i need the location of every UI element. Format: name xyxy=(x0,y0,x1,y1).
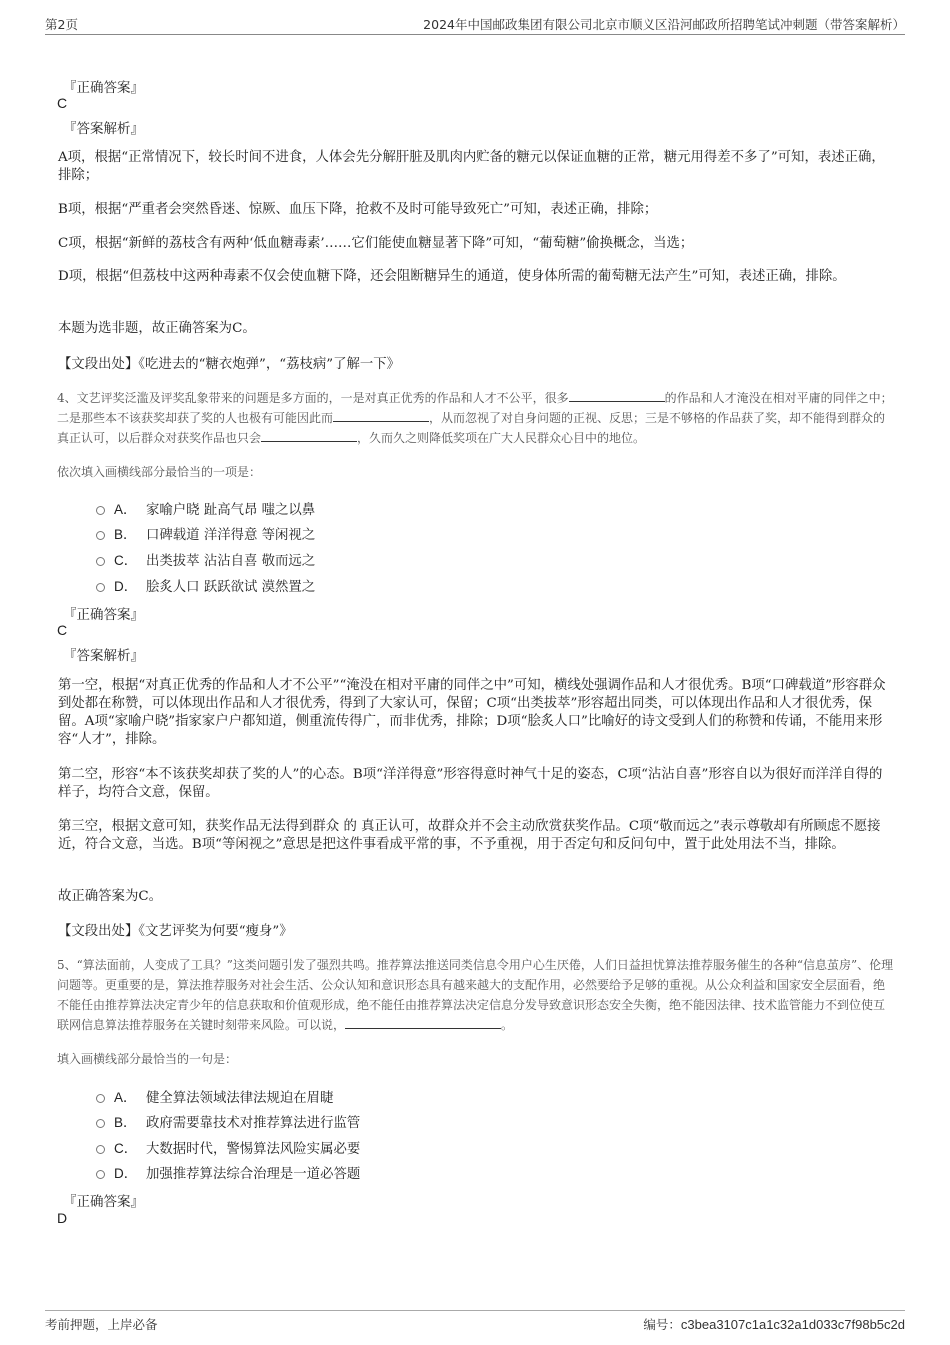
q4-option-c[interactable]: C． 出类拔萃 沾沾自喜 敬而远之 xyxy=(96,549,315,569)
q5-blank xyxy=(345,1016,501,1029)
q3-source: 【文段出处】《吃进去的“糖衣炮弹”，“荔枝病”了解一下》 xyxy=(58,357,401,372)
radio-icon[interactable] xyxy=(96,1145,105,1154)
q4-blank-3 xyxy=(261,429,357,442)
q4-option-a[interactable]: A． 家喻户晓 趾高气昂 嗤之以鼻 xyxy=(96,498,315,518)
radio-icon[interactable] xyxy=(96,531,105,540)
q5-option-a[interactable]: A． 健全算法领域法律法规迫在眉睫 xyxy=(96,1086,333,1106)
page-header xyxy=(45,14,905,35)
q4-analysis-label: 『答案解析』 xyxy=(63,648,144,664)
q3-answer-label: 『正确答案』 xyxy=(63,80,144,96)
radio-icon[interactable] xyxy=(96,583,105,592)
q3-answer: C xyxy=(57,95,68,111)
q5-option-b[interactable]: B． 政府需要靠技术对推荐算法进行监管 xyxy=(96,1111,360,1131)
q3-analysis-d: D项，根据“但荔枝中这两种毒素不仅会使血糖下降，还会阻断糖异生的通道，使身体所需的葡萄糖无法产生”可知，表述正确，排除。 xyxy=(58,269,846,284)
page-number: 第2页 xyxy=(45,17,78,32)
q3-conclusion: 本题为选非题，故正确答案为C。 xyxy=(58,321,256,336)
radio-icon[interactable] xyxy=(96,1094,105,1103)
q5-question-text: 5、“算法面前，人变成了工具？”这类问题引发了强烈共鸣。推荐算法推送同类信息令用户心生厌倦，人们日益担忧算法推荐服务催生的各种“信息茧房”、伦理问题等。更重要的是，算法推荐服务对社会生活、公众认知和意识形态具有越来越大的支配作用，必然要给予足够的重视。从公众利益和国家安全层面看，绝不能任由推荐算法决定青少年的信息获取和价值观形成，绝不能任由推荐算法决定信息分发导致意识形态安全失衡，绝不能因法律、技术监管能力不到位使互联网信息算法推荐服务在关键时刻带来风险。可以说， 。 xyxy=(57,958,894,1032)
q5-option-d[interactable]: D． 加强推荐算法综合治理是一道必答题 xyxy=(96,1162,360,1182)
q5-answer: D xyxy=(57,1210,68,1226)
q4-blank-2 xyxy=(333,409,429,422)
q4-blank-1 xyxy=(569,389,665,402)
footer-serial: 编号：c3bea3107c1a1c32a1d033c7f98b5c2d xyxy=(643,1317,905,1332)
radio-icon[interactable] xyxy=(96,1119,105,1128)
serial-code: c3bea3107c1a1c32a1d033c7f98b5c2d xyxy=(680,1317,905,1332)
radio-icon[interactable] xyxy=(96,1170,105,1179)
q5-option-c[interactable]: C． 大数据时代，警惕算法风险实属必要 xyxy=(96,1137,360,1157)
q4-option-d[interactable]: D． 脍炙人口 跃跃欲试 漠然置之 xyxy=(96,575,315,595)
q5-prompt: 填入画横线部分最恰当的一句是： xyxy=(57,1052,238,1066)
q4-answer: C xyxy=(57,622,68,638)
q4-option-b[interactable]: B． 口碑载道 洋洋得意 等闲视之 xyxy=(96,523,315,543)
q3-analysis-label: 『答案解析』 xyxy=(63,121,144,137)
radio-icon[interactable] xyxy=(96,557,105,566)
radio-icon[interactable] xyxy=(96,506,105,515)
q4-answer-label: 『正确答案』 xyxy=(63,607,144,623)
q4-conclusion: 故正确答案为C。 xyxy=(58,889,162,904)
q4-prompt: 依次填入画横线部分最恰当的一项是： xyxy=(57,465,262,479)
q4-question-text: 4、文艺评奖泛滥及评奖乱象带来的问题是多方面的，一是对真正优秀的作品和人才不公平，很多 的作品和人才淹没在相对平庸的同伴之中；二是那些本不该获奖却获了奖的人也极有可能因此而 ，从而忽视了对自身问题的正视、反思；三是不够格的作品获了奖，却不能得到群众的真正认可，以后群众对获奖作品也只会 ，久而久之则降低奖项在广大人民群众心目中的地位。 xyxy=(57,391,893,445)
q3-analysis-b: B项，根据“严重者会突然昏迷、惊厥、血压下降，抢救不及时可能导致死亡”可知，表述正确，排除； xyxy=(58,202,658,217)
document-title: 2024年中国邮政集团有限公司北京市顺义区沿河邮政所招聘笔试冲刺题（带答案解析） xyxy=(423,17,905,32)
footer-slogan: 考前押题，上岸必备 xyxy=(45,1317,158,1332)
q4-analysis-blank-3: 第三空，根据文意可知，获奖作品无法得到群众 的 真正认可，故群众并不会主动欣赏获奖作品。C项“敬而远之”表示尊敬却有所顾虑不愿接近，符合文意，当选。B项“等闲视之”意思是把这件事看成平常的事，不予重视，用于否定句和反问句中，置于此处用法不当，排除。 xyxy=(58,819,881,852)
q4-analysis-blank-1: 第一空，根据“对真正优秀的作品和人才不公平”“淹没在相对平庸的同伴之中”可知，横线处强调作品和人才很优秀。B项“口碑载道”形容群众到处都在称赞，可以体现出作品和人才很优秀，得到了大家认可，保留；C项“出类拔萃”形容超出同类，可以体现出作品和人才很优秀，保留。A项“家喻户晓”指家家户户都知道，侧重流传得广，而非优秀，排除；D项“脍炙人口”比喻好的诗文受到人们的称赞和传诵，不能用来形容“人才”，排除。 xyxy=(58,678,886,747)
q3-analysis-c: C项，根据“新鲜的荔枝含有两种‘低血糖毒素’……它们能使血糖显著下降”可知，“葡萄糖”偷换概念，当选； xyxy=(58,236,694,251)
q4-source: 【文段出处】《文艺评奖为何要“瘦身”》 xyxy=(58,924,293,939)
q4-analysis-blank-2: 第二空，形容“本不该获奖却获了奖的人”的心态。B项“洋洋得意”形容得意时神气十足的姿态，C项“沾沾自喜”形容自以为很好而洋洋自得的样子，均符合文意，保留。 xyxy=(58,767,883,800)
q5-answer-label: 『正确答案』 xyxy=(63,1194,144,1210)
page-footer xyxy=(45,1310,905,1333)
q3-analysis-a: A项，根据“正常情况下，较长时间不进食，人体会先分解肝脏及肌肉内贮备的糖元以保证血糖的正常，糖元用得差不多了”可知，表述正确，排除； xyxy=(58,150,885,183)
